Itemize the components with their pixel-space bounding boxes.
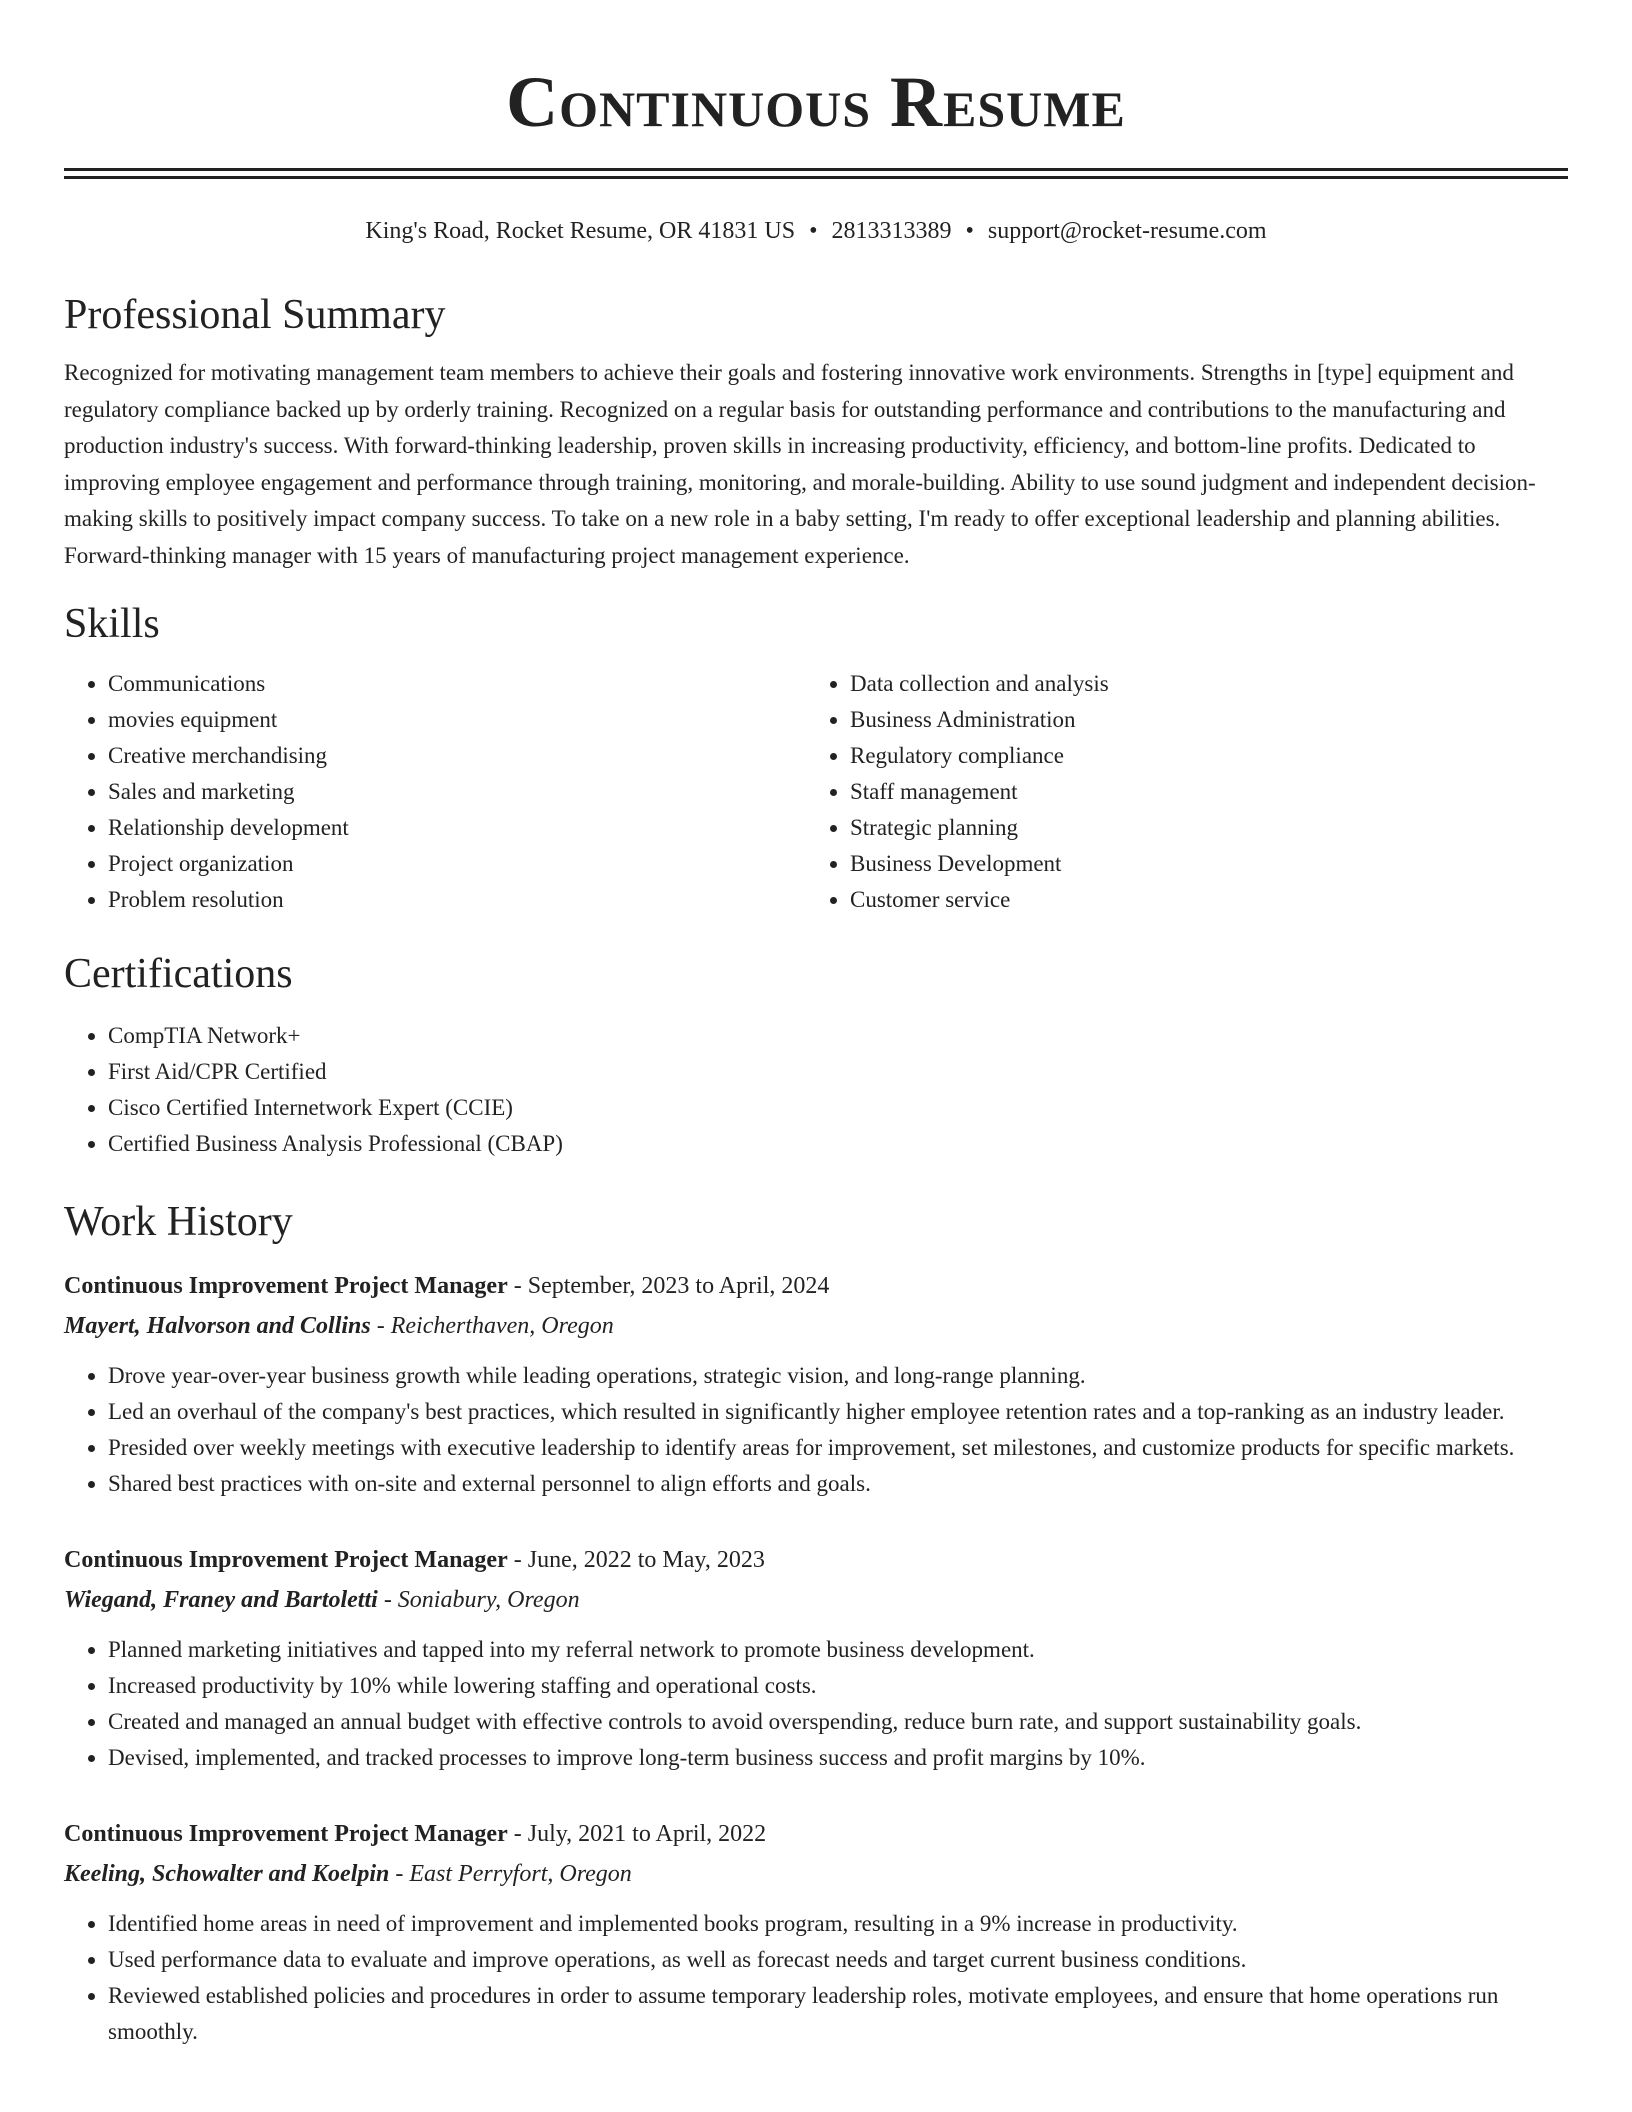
contact-phone: 2813313389 <box>831 218 952 244</box>
job-dates: - September, 2023 to April, 2024 <box>507 1273 830 1299</box>
skill-item: • Staff management <box>850 774 1548 810</box>
job-dates: - July, 2021 to April, 2022 <box>507 1821 767 1847</box>
job-entry <box>64 1814 1568 2050</box>
job-entry <box>64 1266 1568 1502</box>
skill-item: • Project organization <box>108 846 806 882</box>
job-location: - Reicherthaven, Oregon <box>370 1313 614 1339</box>
job-bullet: • Used performance data to evaluate and improve operations, as well as forecast needs and target current business conditions. <box>108 1942 1568 1978</box>
skill-item: • Creative merchandising <box>108 738 806 774</box>
job-bullets <box>64 1632 1568 1776</box>
job-bullet: • Identified home areas in need of improvement and implemented books program, resulting in a 9% increase in productivity. <box>108 1906 1568 1942</box>
skill-item: • Strategic planning <box>850 810 1548 846</box>
job-title-line <box>64 1266 1568 1306</box>
skills-column-left <box>64 666 806 918</box>
skill-item: • Sales and marketing <box>108 774 806 810</box>
resume-name: Continuous Resume <box>506 62 1126 142</box>
contact-separator: • <box>809 218 818 244</box>
job-bullet: • Devised, implemented, and tracked processes to improve long-term business success and profit margins by 10%. <box>108 1740 1568 1776</box>
job-dates: - June, 2022 to May, 2023 <box>507 1547 765 1573</box>
summary-text: Recognized for motivating management team members to achieve their goals and fostering innovative work environments. Strengths in [type] equipment and regulatory compliance backed up by orderly training. Recognized on a regular basis for outstanding performance and contributions to the manufacturing and production industry's success. With forward-thinking leadership, proven skills in increasing productivity, efficiency, and bottom-line profits. Dedicated to improving employee engagement and performance through training, monitoring, and morale-building. Ability to use sound judgment and independent decision-making skills to positively impact company success. To take on a new role in a baby setting, I'm ready to offer exceptional leadership and planning abilities. Forward-thinking manager with 15 years of manufacturing project management experience. <box>64 360 1536 568</box>
job-bullets <box>64 1906 1568 2050</box>
skills-grid <box>64 666 1568 918</box>
contact-separator: • <box>965 218 974 244</box>
skills-column-right <box>806 666 1548 918</box>
job-bullet: • Drove year-over-year business growth while leading operations, strategic vision, and long-range planning. <box>108 1358 1568 1394</box>
skill-item: • Relationship development <box>108 810 806 846</box>
skill-item: • Business Development <box>850 846 1548 882</box>
skill-item: • Business Administration <box>850 702 1548 738</box>
summary-heading: Professional Summary <box>64 292 446 338</box>
skill-item: • movies equipment <box>108 702 806 738</box>
contact-email: support@rocket-resume.com <box>987 218 1267 244</box>
job-location: - Soniabury, Oregon <box>377 1587 580 1613</box>
job-title-line <box>64 1540 1568 1580</box>
job-company-line <box>64 1854 1568 1894</box>
skill-item: • Data collection and analysis <box>850 666 1548 702</box>
job-location: - East Perryfort, Oregon <box>389 1861 632 1887</box>
work-history-heading: Work History <box>64 1199 293 1245</box>
job-title: Continuous Improvement Project Manager <box>64 1821 508 1847</box>
skills-list-left <box>64 666 806 918</box>
job-title: Continuous Improvement Project Manager <box>64 1273 508 1299</box>
job-bullet: • Increased productivity by 10% while lowering staffing and operational costs. <box>108 1668 1568 1704</box>
job-company: Mayert, Halvorson and Collins <box>64 1313 371 1339</box>
job-bullet: • Created and managed an annual budget with effective controls to avoid overspending, reduce burn rate, and support sustainability goals. <box>108 1704 1568 1740</box>
skill-item: • Communications <box>108 666 806 702</box>
job-title: Continuous Improvement Project Manager <box>64 1547 508 1573</box>
job-company-line <box>64 1580 1568 1620</box>
certifications-heading: Certifications <box>64 951 293 997</box>
job-title-line <box>64 1814 1568 1854</box>
skills-heading: Skills <box>64 601 160 647</box>
certification-item: • CompTIA Network+ <box>108 1018 1568 1054</box>
skills-list-right <box>806 666 1548 918</box>
contact-line <box>64 215 1568 247</box>
job-company: Keeling, Schowalter and Koelpin <box>64 1861 390 1887</box>
job-bullets <box>64 1358 1568 1502</box>
job-bullet: • Presided over weekly meetings with executive leadership to identify areas for improvement, set milestones, and customize products for specific markets. <box>108 1430 1568 1466</box>
contact-address: King's Road, Rocket Resume, OR 41831 US <box>365 218 796 244</box>
certification-item: • Cisco Certified Internetwork Expert (CCIE) <box>108 1090 1568 1126</box>
job-bullet: • Reviewed established policies and procedures in order to assume temporary leadership roles, motivate employees, and ensure that home operations run smoothly. <box>108 1978 1568 2050</box>
job-entry <box>64 1540 1568 1776</box>
job-company-line <box>64 1306 1568 1346</box>
skill-item: • Regulatory compliance <box>850 738 1548 774</box>
job-bullet: • Planned marketing initiatives and tapped into my referral network to promote business development. <box>108 1632 1568 1668</box>
certification-item: • First Aid/CPR Certified <box>108 1054 1568 1090</box>
job-bullet: • Led an overhaul of the company's best practices, which resulted in significantly higher employee retention rates and a top-ranking as an industry leader. <box>108 1394 1568 1430</box>
job-bullet: • Shared best practices with on-site and external personnel to align efforts and goals. <box>108 1466 1568 1502</box>
skill-item: • Problem resolution <box>108 882 806 918</box>
certifications-list <box>64 1018 1568 1162</box>
header-double-rule <box>64 168 1568 179</box>
skill-item: • Customer service <box>850 882 1548 918</box>
certification-item: • Certified Business Analysis Professional (CBAP) <box>108 1126 1568 1162</box>
job-company: Wiegand, Franey and Bartoletti <box>64 1587 378 1613</box>
